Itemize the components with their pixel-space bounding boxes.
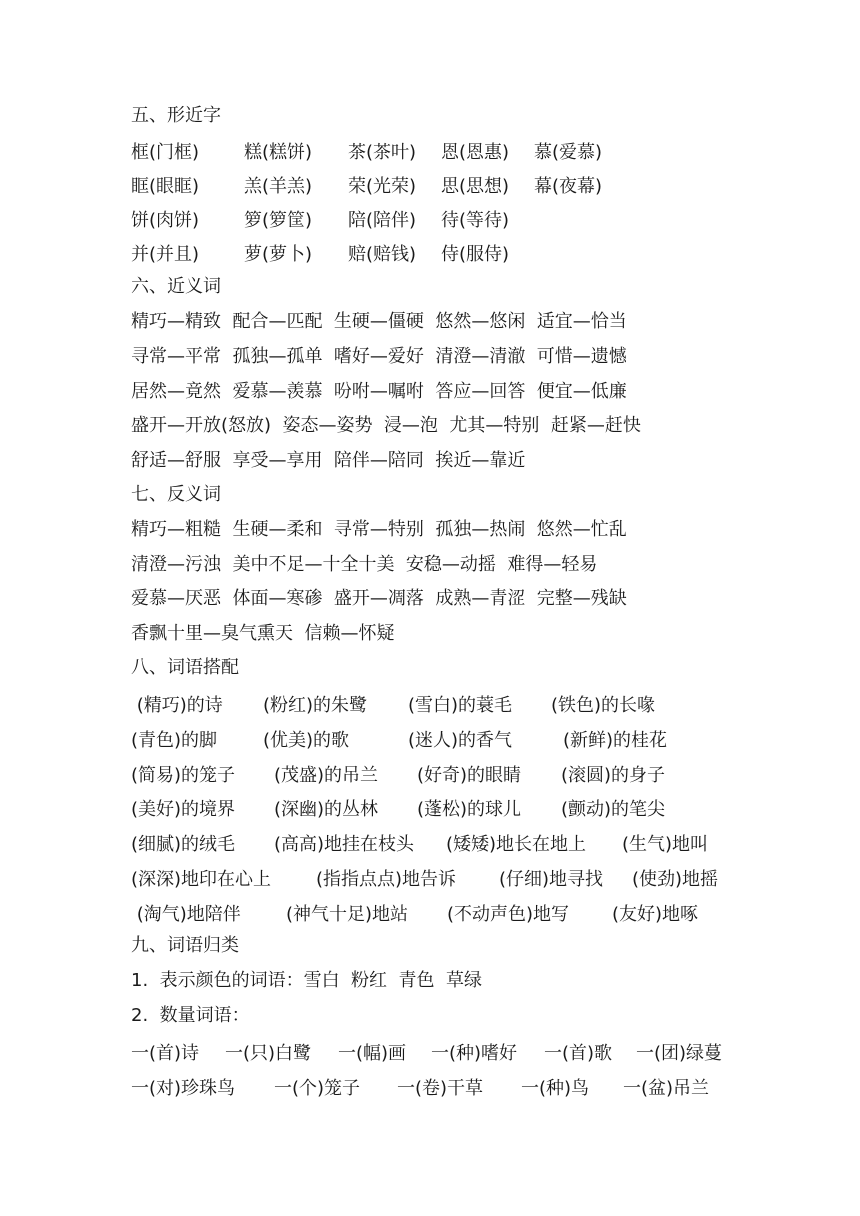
- quantity-word-item: 一(幅)画: [338, 1043, 407, 1064]
- synonyms-line: 寻常—平常 孤独—孤单 嗜好—爱好 清澄—清澈 可惜—遗憾: [131, 346, 627, 367]
- quantity-word-item: 一(只)白鹭: [225, 1043, 312, 1064]
- collocation-row: [0, 761, 860, 785]
- collocation-item: (不动声色)地写: [447, 904, 570, 925]
- similar-character-item: 侍(服侍): [441, 244, 510, 265]
- antonyms-line: 爱慕—厌恶 体面—寒碜 盛开—凋落 成熟—青涩 完整—残缺: [131, 588, 627, 609]
- similar-character-item: 糕(糕饼): [244, 142, 313, 163]
- similar-character-item: 幕(夜幕): [534, 176, 603, 197]
- collocation-item: (深深)地印在心上: [131, 869, 272, 890]
- section-heading-similar-characters: 五、形近字: [131, 105, 221, 126]
- quantity-words-row: [0, 1039, 860, 1063]
- similar-character-item: 萝(萝卜): [244, 244, 313, 265]
- quantity-word-item: 一(对)珍珠鸟: [131, 1078, 236, 1099]
- similar-character-item: 茶(茶叶): [348, 142, 417, 163]
- antonyms-line: 香飘十里—臭气熏天 信赖—怀疑: [131, 623, 395, 644]
- collocation-item: (美好)的境界: [131, 799, 236, 820]
- collocation-item: (矮矮)地长在地上: [446, 834, 587, 855]
- collocation-item: (茂盛)的吊兰: [274, 765, 379, 786]
- collocation-item: (雪白)的蓑毛: [408, 695, 513, 716]
- similar-character-item: 思(思想): [441, 176, 510, 197]
- collocation-item: (颤动)的笔尖: [561, 799, 666, 820]
- similar-character-item: 恩(恩惠): [441, 142, 510, 163]
- quantity-word-item: 一(团)绿蔓: [636, 1043, 723, 1064]
- section-heading-word-collocation: 八、词语搭配: [131, 657, 239, 678]
- collocation-item: (滚圆)的身子: [561, 765, 666, 786]
- collocation-item: (好奇)的眼睛: [417, 765, 522, 786]
- similar-character-item: 荣(光荣): [348, 176, 417, 197]
- similar-characters-row: [0, 206, 860, 230]
- collocation-item: (迷人)的香气: [408, 730, 513, 751]
- collocation-item: (蓬松)的球儿: [417, 799, 522, 820]
- collocation-row: [0, 900, 860, 924]
- collocation-item: (精巧)的诗: [131, 695, 223, 716]
- similar-characters-row: [0, 240, 860, 264]
- similar-character-item: 陪(陪伴): [348, 210, 417, 231]
- similar-character-item: 赔(赔钱): [348, 244, 417, 265]
- antonyms-line: 清澄—污浊 美中不足—十全十美 安稳—动摇 难得—轻易: [131, 554, 598, 575]
- similar-character-item: 框(门框): [131, 142, 200, 163]
- quantity-word-item: 一(首)诗: [131, 1043, 200, 1064]
- similar-character-item: 箩(箩筐): [244, 210, 313, 231]
- collocation-item: (指指点点)地告诉: [316, 869, 457, 890]
- similar-characters-row: [0, 172, 860, 196]
- antonyms-line: 精巧—粗糙 生硬—柔和 寻常—特别 孤独—热闹 悠然—忙乱: [131, 519, 627, 540]
- quantity-word-item: 一(卷)干草: [397, 1078, 484, 1099]
- quantity-words-label: 2. 数量词语：: [131, 1005, 250, 1026]
- similar-character-item: 慕(爱慕): [534, 142, 603, 163]
- collocation-row: [0, 691, 860, 715]
- similar-character-item: 眶(眼眶): [131, 176, 200, 197]
- collocation-item: (铁色)的长喙: [551, 695, 656, 716]
- quantity-word-item: 一(种)鸟: [521, 1078, 590, 1099]
- collocation-item: (使劲)地摇: [632, 869, 719, 890]
- collocation-row: [0, 830, 860, 854]
- quantity-word-item: 一(个)笼子: [274, 1078, 361, 1099]
- collocation-item: (淘气)地陪伴: [131, 904, 241, 925]
- collocation-item: (仔细)地寻找: [499, 869, 604, 890]
- collocation-item: (粉红)的朱鹭: [263, 695, 368, 716]
- collocation-item: (新鲜)的桂花: [563, 730, 668, 751]
- similar-character-item: 并(并且): [131, 244, 200, 265]
- quantity-word-item: 一(种)嗜好: [431, 1043, 518, 1064]
- section-heading-antonyms: 七、反义词: [131, 484, 221, 505]
- similar-character-item: 饼(肉饼): [131, 210, 200, 231]
- collocation-item: (神气十足)地站: [286, 904, 409, 925]
- collocation-item: (优美)的歌: [263, 730, 350, 751]
- quantity-word-item: 一(盆)吊兰: [623, 1078, 710, 1099]
- collocation-row: [0, 865, 860, 889]
- collocation-row: [0, 795, 860, 819]
- synonyms-line: 盛开—开放(怒放) 姿态—姿势 浸—泡 尤其—特别 赶紧—赶快: [131, 415, 641, 436]
- collocation-item: (青色)的脚: [131, 730, 218, 751]
- quantity-words-row: [0, 1074, 860, 1098]
- collocation-item: (高高)地挂在枝头: [274, 834, 415, 855]
- section-heading-synonyms: 六、近义词: [131, 276, 221, 297]
- synonyms-line: 精巧—精致 配合—匹配 生硬—僵硬 悠然—悠闲 适宜—恰当: [131, 311, 627, 332]
- collocation-item: (简易)的笼子: [131, 765, 236, 786]
- similar-characters-row: [0, 138, 860, 162]
- synonyms-line: 居然—竟然 爱慕—羡慕 吩咐—嘱咐 答应—回答 便宜—低廉: [131, 381, 627, 402]
- quantity-word-item: 一(首)歌: [544, 1043, 613, 1064]
- color-words-line: 1. 表示颜色的词语：雪白 粉红 青色 草绿: [131, 970, 482, 991]
- collocation-item: (友好)地啄: [612, 904, 699, 925]
- similar-character-item: 待(等待): [441, 210, 510, 231]
- collocation-item: (细腻)的绒毛: [131, 834, 236, 855]
- synonyms-line: 舒适—舒服 享受—享用 陪伴—陪同 挨近—靠近: [131, 450, 526, 471]
- collocation-item: (生气)地叫: [622, 834, 709, 855]
- similar-character-item: 羔(羊羔): [244, 176, 313, 197]
- collocation-item: (深幽)的丛林: [274, 799, 379, 820]
- section-heading-word-classification: 九、词语归类: [131, 935, 239, 956]
- collocation-row: [0, 726, 860, 750]
